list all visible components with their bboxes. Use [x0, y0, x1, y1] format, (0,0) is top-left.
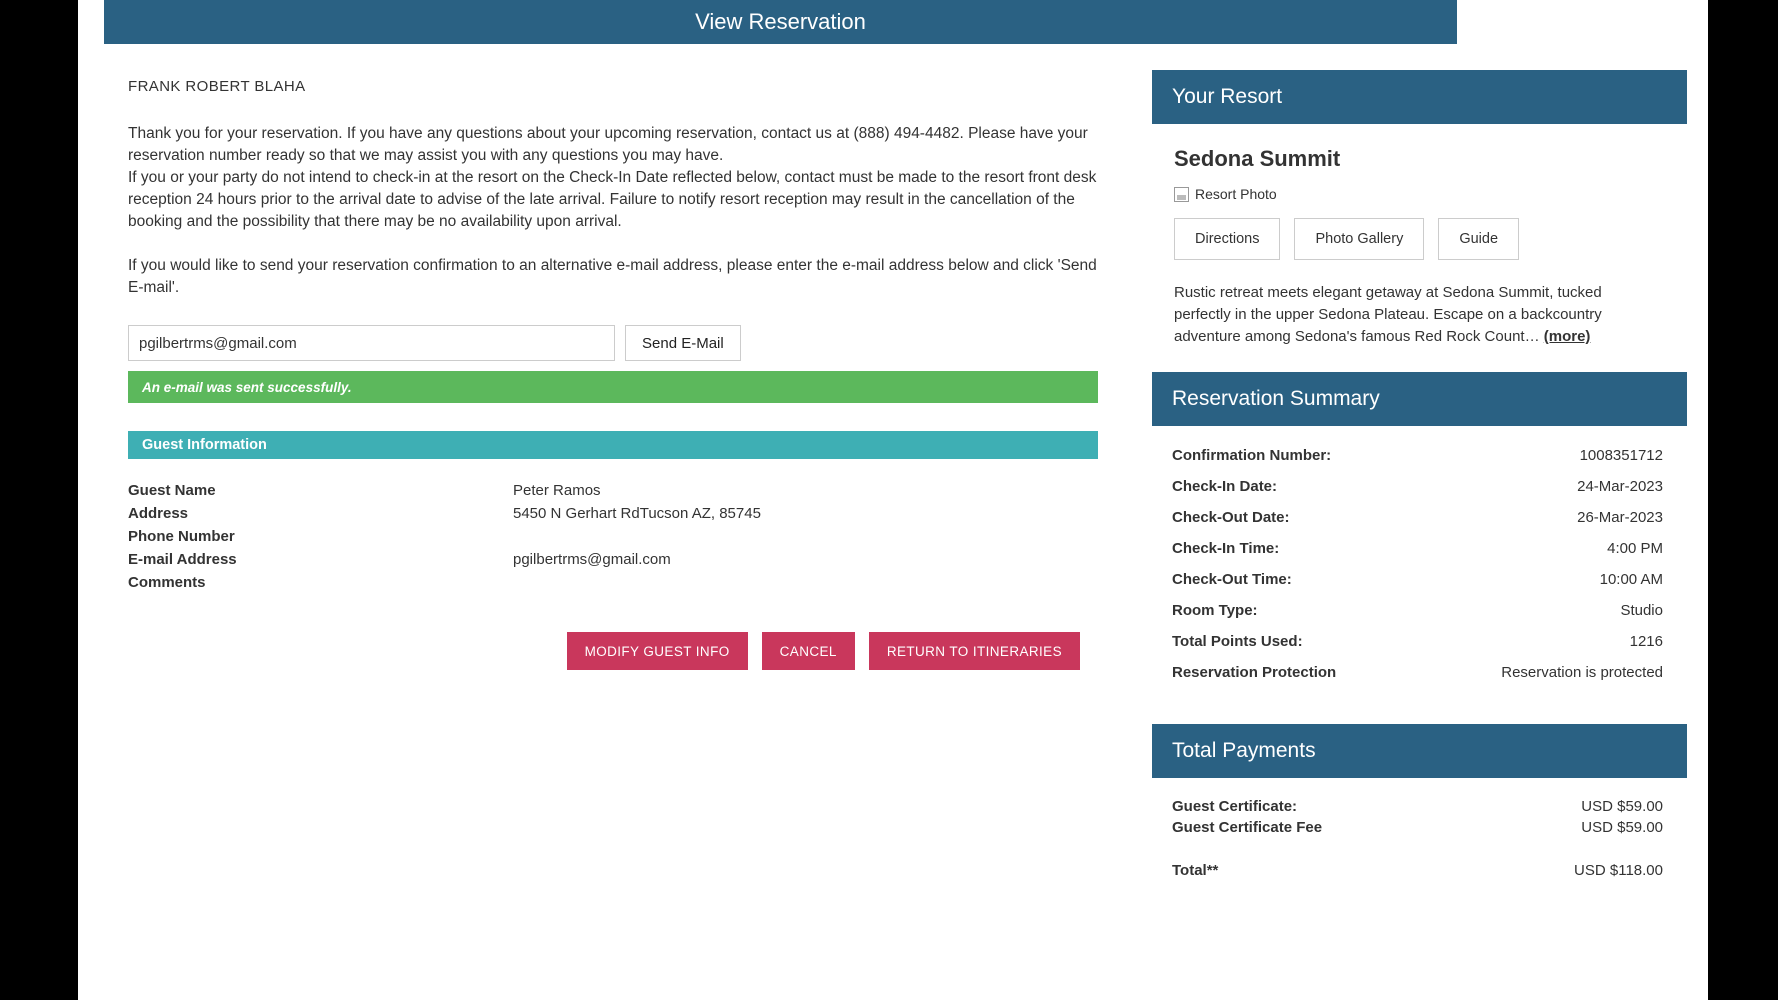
action-button-row — [128, 632, 1098, 670]
summary-row — [1172, 440, 1663, 471]
alternate-email-input[interactable] — [128, 325, 615, 361]
intro-paragraph-2: If you or your party do not intend to check-in at the resort on the Check-In Date reflected below, contact must be made to the resort front desk reception 24 hours prior to the arrival date to advise of the late arrival. Failure to notify resort reception may result in the cancellation of the booking and the possibility that there may be no availability upon arrival. — [128, 169, 1097, 230]
send-email-button[interactable]: Send E-Mail — [625, 325, 741, 361]
payment-total-value: USD $118.00 — [1574, 862, 1663, 879]
guest-field-label: Comments — [128, 574, 206, 591]
summary-row — [1172, 626, 1663, 657]
payment-total-row — [1172, 860, 1663, 881]
summary-row — [1172, 471, 1663, 502]
guest-field-label: Phone Number — [128, 528, 235, 545]
directions-button[interactable]: Directions — [1174, 218, 1280, 260]
guide-button[interactable]: Guide — [1438, 218, 1519, 260]
summary-value: 24-Mar-2023 — [1577, 478, 1663, 495]
sidebar-panels — [1152, 70, 1687, 889]
total-payments-rows — [1152, 778, 1687, 889]
modify-guest-info-button[interactable]: MODIFY GUEST INFO — [567, 632, 748, 670]
reservation-summary-panel — [1152, 372, 1687, 696]
summary-label: Check-In Time: — [1172, 540, 1280, 557]
resort-description: Rustic retreat meets elegant getaway at Sedona Summit, tucked perfectly in the upper Sedona Plateau. Escape on a backcountry adventure among Sedona's famous Red Rock Count… — [1174, 284, 1602, 345]
intro-paragraph-3: If you would like to send your reservation confirmation to an alternative e-mail address, please enter the e-mail address below and click 'Send E-mail'. — [128, 257, 1097, 296]
guest-information-header: Guest Information — [128, 431, 1098, 459]
cancel-button[interactable]: CANCEL — [762, 632, 855, 670]
resort-description-more-link[interactable]: (more) — [1543, 328, 1591, 345]
summary-row — [1172, 657, 1663, 688]
return-to-itineraries-button[interactable]: RETURN TO ITINERARIES — [869, 632, 1080, 670]
summary-row — [1172, 595, 1663, 626]
resort-photo-placeholder — [1174, 186, 1667, 202]
right-black-strip — [1708, 0, 1778, 1000]
resort-description-block — [1174, 282, 1614, 348]
page-title: View Reservation — [104, 0, 1457, 44]
email-send-row — [128, 325, 1098, 361]
summary-value: 10:00 AM — [1599, 571, 1663, 588]
summary-row — [1172, 564, 1663, 595]
resort-links-row — [1174, 218, 1667, 260]
payment-label: Guest Certificate Fee — [1172, 819, 1323, 836]
resort-name: Sedona Summit — [1174, 146, 1341, 171]
guest-information-table — [128, 479, 1098, 594]
summary-label: Total Points Used: — [1172, 633, 1303, 650]
summary-label: Confirmation Number: — [1172, 447, 1332, 464]
guest-field-value: pgilbertrms@gmail.com — [513, 551, 671, 568]
guest-field-label: E-mail Address — [128, 551, 237, 568]
summary-value: 1008351712 — [1579, 447, 1663, 464]
payment-row — [1172, 796, 1663, 817]
account-holder-name: FRANK ROBERT BLAHA — [128, 78, 306, 95]
summary-row — [1172, 502, 1663, 533]
summary-value: 1216 — [1629, 633, 1663, 650]
summary-label: Check-In Date: — [1172, 478, 1278, 495]
payment-value: USD $59.00 — [1581, 819, 1663, 836]
your-resort-panel-title: Your Resort — [1152, 70, 1687, 124]
summary-label: Room Type: — [1172, 602, 1258, 619]
intro-paragraph-1: Thank you for your reservation. If you have any questions about your upcoming reservation, contact us at (888) 494-4482. Please have your reservation number ready so that we may assist you with any questions you may have. — [128, 125, 1088, 164]
your-resort-panel-body — [1152, 124, 1687, 348]
guest-field-value — [513, 571, 1098, 594]
resort-photo-alt-text: Resort Photo — [1195, 186, 1277, 202]
broken-image-icon — [1174, 187, 1189, 202]
summary-label: Check-Out Time: — [1172, 571, 1292, 588]
summary-row — [1172, 533, 1663, 564]
total-payments-panel-title: Total Payments — [1152, 724, 1687, 778]
total-payments-panel — [1152, 724, 1687, 889]
photo-gallery-button[interactable]: Photo Gallery — [1294, 218, 1424, 260]
reservation-summary-rows — [1152, 426, 1687, 696]
reservation-details-column — [128, 78, 1098, 670]
payment-total-label: Total** — [1172, 862, 1219, 879]
guest-field-value: Peter Ramos — [513, 482, 601, 499]
your-resort-panel — [1152, 70, 1687, 348]
summary-value: 26-Mar-2023 — [1577, 509, 1663, 526]
summary-value: Studio — [1620, 602, 1663, 619]
guest-field-label: Guest Name — [128, 482, 216, 499]
guest-field-label: Address — [128, 505, 189, 522]
guest-field-value: 5450 N Gerhart RdTucson AZ, 85745 — [513, 505, 761, 522]
summary-value: Reservation is protected — [1501, 664, 1663, 681]
payment-label: Guest Certificate: — [1172, 798, 1298, 815]
guest-field-value — [513, 525, 1098, 548]
panel-spacer — [1152, 696, 1687, 724]
payment-value: USD $59.00 — [1581, 798, 1663, 815]
email-success-alert: An e-mail was sent successfully. — [128, 371, 1098, 403]
payment-row — [1172, 817, 1663, 838]
summary-label: Reservation Protection — [1172, 664, 1337, 681]
summary-value: 4:00 PM — [1607, 540, 1663, 557]
reservation-summary-panel-title: Reservation Summary — [1152, 372, 1687, 426]
summary-label: Check-Out Date: — [1172, 509, 1290, 526]
